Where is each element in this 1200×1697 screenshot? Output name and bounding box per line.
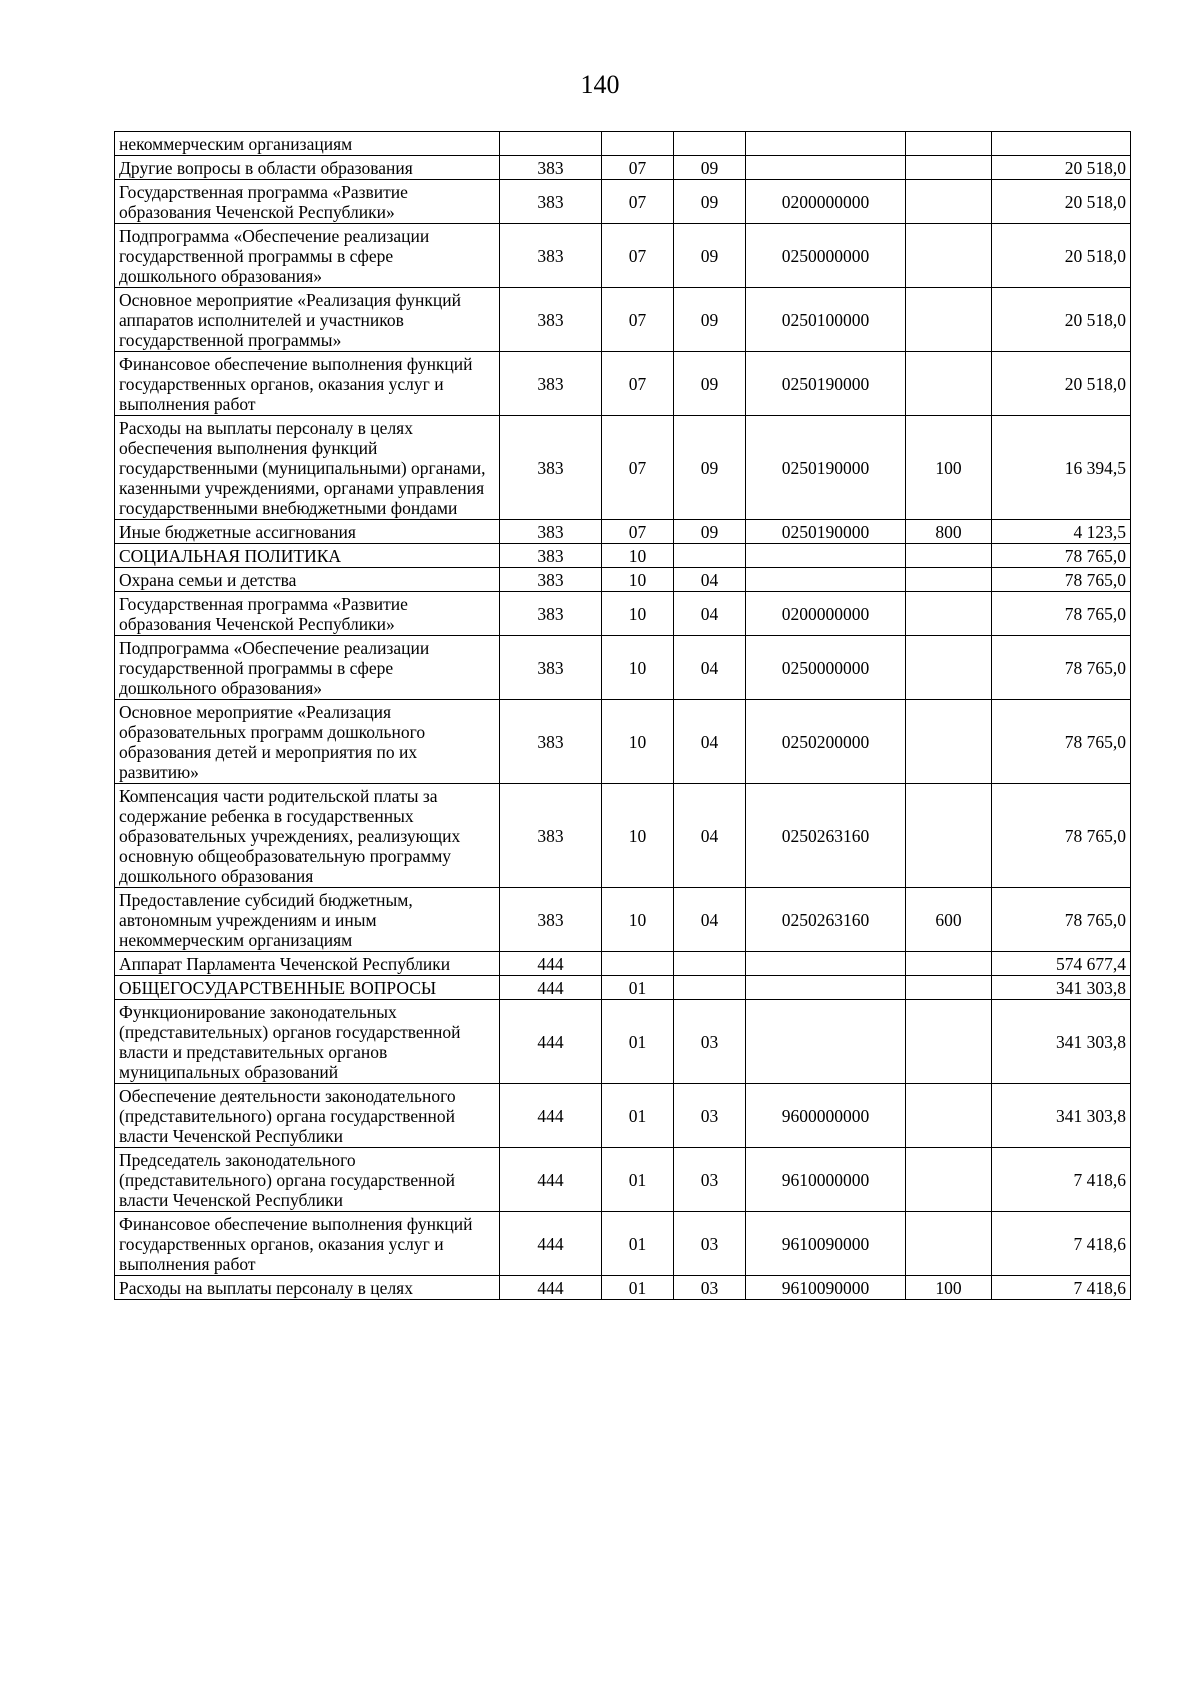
amount-cell: 20 518,0 <box>992 156 1131 180</box>
expense-type-cell: 800 <box>906 520 992 544</box>
subsection-code-cell: 03 <box>674 1212 746 1276</box>
section-code-cell: 10 <box>602 568 674 592</box>
subsection-code-cell: 09 <box>674 180 746 224</box>
amount-cell: 341 303,8 <box>992 976 1131 1000</box>
target-article-cell: 9610090000 <box>746 1212 906 1276</box>
amount-cell: 20 518,0 <box>992 288 1131 352</box>
section-code-cell: 07 <box>602 288 674 352</box>
section-code-cell: 07 <box>602 416 674 520</box>
table-row <box>115 1276 1131 1300</box>
amount-cell: 4 123,5 <box>992 520 1131 544</box>
subsection-code-cell: 03 <box>674 1276 746 1300</box>
item-name-cell: Финансовое обеспечение выполнения функций государственных органов, оказания услуг и выполнения работ <box>115 352 500 416</box>
target-article-cell: 0250263160 <box>746 888 906 952</box>
table-row <box>115 1148 1131 1212</box>
table-row <box>115 1000 1131 1084</box>
table-row <box>115 592 1131 636</box>
ved-code-cell: 444 <box>500 1276 602 1300</box>
target-article-cell <box>746 952 906 976</box>
ved-code-cell: 444 <box>500 1084 602 1148</box>
target-article-cell: 0200000000 <box>746 592 906 636</box>
subsection-code-cell: 03 <box>674 1148 746 1212</box>
table-row <box>115 952 1131 976</box>
subsection-code-cell: 03 <box>674 1084 746 1148</box>
section-code-cell: 07 <box>602 224 674 288</box>
target-article-cell <box>746 568 906 592</box>
expense-type-cell <box>906 784 992 888</box>
expense-type-cell: 600 <box>906 888 992 952</box>
expense-type-cell <box>906 1084 992 1148</box>
expense-type-cell <box>906 1148 992 1212</box>
table-row <box>115 568 1131 592</box>
page-number: 140 <box>580 70 620 99</box>
amount-cell: 574 677,4 <box>992 952 1131 976</box>
amount-cell: 78 765,0 <box>992 888 1131 952</box>
subsection-code-cell: 09 <box>674 288 746 352</box>
ved-code-cell: 383 <box>500 352 602 416</box>
ved-code-cell: 383 <box>500 784 602 888</box>
expense-type-cell <box>906 1212 992 1276</box>
target-article-cell: 0250263160 <box>746 784 906 888</box>
target-article-cell <box>746 1000 906 1084</box>
section-code-cell: 10 <box>602 592 674 636</box>
item-name-cell: Функционирование законодательных (представительных) органов государственной власти и представительных органов муниципальных образований <box>115 1000 500 1084</box>
ved-code-cell: 383 <box>500 520 602 544</box>
section-code-cell: 07 <box>602 520 674 544</box>
target-article-cell: 0250190000 <box>746 352 906 416</box>
expense-type-cell <box>906 952 992 976</box>
ved-code-cell: 383 <box>500 592 602 636</box>
section-code-cell: 10 <box>602 784 674 888</box>
item-name-cell: ОБЩЕГОСУДАРСТВЕННЫЕ ВОПРОСЫ <box>115 976 500 1000</box>
section-code-cell: 01 <box>602 1212 674 1276</box>
item-name-cell: Охрана семьи и детства <box>115 568 500 592</box>
table-row <box>115 132 1131 156</box>
amount-cell: 78 765,0 <box>992 636 1131 700</box>
amount-cell: 16 394,5 <box>992 416 1131 520</box>
item-name-cell: Государственная программа «Развитие образования Чеченской Республики» <box>115 180 500 224</box>
amount-cell: 341 303,8 <box>992 1084 1131 1148</box>
ved-code-cell: 444 <box>500 1148 602 1212</box>
expense-type-cell: 100 <box>906 1276 992 1300</box>
amount-cell: 78 765,0 <box>992 544 1131 568</box>
item-name-cell: Иные бюджетные ассигнования <box>115 520 500 544</box>
subsection-code-cell: 04 <box>674 568 746 592</box>
target-article-cell: 0250200000 <box>746 700 906 784</box>
section-code-cell: 07 <box>602 156 674 180</box>
section-code-cell <box>602 132 674 156</box>
section-code-cell: 10 <box>602 888 674 952</box>
item-name-cell: Председатель законодательного (представительного) органа государственной власти Чеченской Республики <box>115 1148 500 1212</box>
amount-cell: 78 765,0 <box>992 784 1131 888</box>
section-code-cell: 01 <box>602 1000 674 1084</box>
subsection-code-cell: 04 <box>674 636 746 700</box>
target-article-cell <box>746 156 906 180</box>
table-row <box>115 352 1131 416</box>
amount-cell: 20 518,0 <box>992 224 1131 288</box>
expense-type-cell <box>906 156 992 180</box>
subsection-code-cell: 09 <box>674 520 746 544</box>
ved-code-cell: 444 <box>500 1000 602 1084</box>
item-name-cell: Расходы на выплаты персоналу в целях <box>115 1276 500 1300</box>
ved-code-cell: 444 <box>500 1212 602 1276</box>
section-code-cell: 01 <box>602 976 674 1000</box>
ved-code-cell: 383 <box>500 568 602 592</box>
amount-cell: 78 765,0 <box>992 568 1131 592</box>
item-name-cell: СОЦИАЛЬНАЯ ПОЛИТИКА <box>115 544 500 568</box>
section-code-cell: 10 <box>602 700 674 784</box>
ved-code-cell: 383 <box>500 544 602 568</box>
item-name-cell: Основное мероприятие «Реализация функций аппаратов исполнителей и участников государственной программы» <box>115 288 500 352</box>
subsection-code-cell: 09 <box>674 416 746 520</box>
section-code-cell: 10 <box>602 544 674 568</box>
item-name-cell: Подпрограмма «Обеспечение реализации государственной программы в сфере дошкольного образования» <box>115 224 500 288</box>
table-row <box>115 888 1131 952</box>
expense-type-cell <box>906 568 992 592</box>
table-row <box>115 520 1131 544</box>
subsection-code-cell <box>674 132 746 156</box>
target-article-cell: 0250190000 <box>746 416 906 520</box>
expense-type-cell <box>906 1000 992 1084</box>
table-row <box>115 156 1131 180</box>
ved-code-cell: 383 <box>500 888 602 952</box>
subsection-code-cell: 04 <box>674 784 746 888</box>
section-code-cell: 01 <box>602 1148 674 1212</box>
target-article-cell: 0200000000 <box>746 180 906 224</box>
item-name-cell: Расходы на выплаты персоналу в целях обеспечения выполнения функций государственными (муниципальными) органами, казенными учреждениями, органами управления государственными внебюджетными фондами <box>115 416 500 520</box>
amount-cell: 341 303,8 <box>992 1000 1131 1084</box>
item-name-cell: Финансовое обеспечение выполнения функций государственных органов, оказания услуг и выполнения работ <box>115 1212 500 1276</box>
expense-type-cell <box>906 288 992 352</box>
expense-type-cell <box>906 352 992 416</box>
ved-code-cell: 383 <box>500 636 602 700</box>
item-name-cell: Аппарат Парламента Чеченской Республики <box>115 952 500 976</box>
table-row <box>115 784 1131 888</box>
section-code-cell: 10 <box>602 636 674 700</box>
section-code-cell: 01 <box>602 1084 674 1148</box>
ved-code-cell: 444 <box>500 952 602 976</box>
item-name-cell: Подпрограмма «Обеспечение реализации государственной программы в сфере дошкольного образования» <box>115 636 500 700</box>
amount-cell: 7 418,6 <box>992 1276 1131 1300</box>
item-name-cell: Обеспечение деятельности законодательного (представительного) органа государственной власти Чеченской Республики <box>115 1084 500 1148</box>
item-name-cell: Предоставление субсидий бюджетным, автономным учреждениям и иным некоммерческим организациям <box>115 888 500 952</box>
expense-type-cell <box>906 132 992 156</box>
subsection-code-cell <box>674 976 746 1000</box>
table-row <box>115 976 1131 1000</box>
item-name-cell: Другие вопросы в области образования <box>115 156 500 180</box>
expense-type-cell <box>906 224 992 288</box>
expense-type-cell: 100 <box>906 416 992 520</box>
section-code-cell: 01 <box>602 1276 674 1300</box>
ved-code-cell: 383 <box>500 700 602 784</box>
target-article-cell <box>746 544 906 568</box>
expense-type-cell <box>906 700 992 784</box>
table-row <box>115 288 1131 352</box>
target-article-cell: 9600000000 <box>746 1084 906 1148</box>
ved-code-cell: 383 <box>500 156 602 180</box>
subsection-code-cell: 04 <box>674 700 746 784</box>
amount-cell: 78 765,0 <box>992 592 1131 636</box>
item-name-cell: Основное мероприятие «Реализация образовательных программ дошкольного образования детей и мероприятия по их развитию» <box>115 700 500 784</box>
amount-cell: 20 518,0 <box>992 180 1131 224</box>
subsection-code-cell <box>674 544 746 568</box>
expense-type-cell <box>906 636 992 700</box>
table-row <box>115 1084 1131 1148</box>
ved-code-cell: 383 <box>500 180 602 224</box>
ved-code-cell: 383 <box>500 288 602 352</box>
table-row <box>115 416 1131 520</box>
ved-code-cell <box>500 132 602 156</box>
table-row <box>115 224 1131 288</box>
amount-cell: 7 418,6 <box>992 1148 1131 1212</box>
section-code-cell: 07 <box>602 180 674 224</box>
target-article-cell: 0250000000 <box>746 224 906 288</box>
ved-code-cell: 444 <box>500 976 602 1000</box>
ved-code-cell: 383 <box>500 416 602 520</box>
target-article-cell: 9610090000 <box>746 1276 906 1300</box>
section-code-cell <box>602 952 674 976</box>
budget-table <box>114 131 1131 1300</box>
subsection-code-cell: 09 <box>674 156 746 180</box>
expense-type-cell <box>906 544 992 568</box>
ved-code-cell: 383 <box>500 224 602 288</box>
expense-type-cell <box>906 592 992 636</box>
amount-cell <box>992 132 1131 156</box>
item-name-cell: Государственная программа «Развитие образования Чеченской Республики» <box>115 592 500 636</box>
section-code-cell: 07 <box>602 352 674 416</box>
table-row <box>115 700 1131 784</box>
table-row <box>115 1212 1131 1276</box>
target-article-cell <box>746 132 906 156</box>
amount-cell: 78 765,0 <box>992 700 1131 784</box>
subsection-code-cell: 04 <box>674 888 746 952</box>
table-row <box>115 544 1131 568</box>
item-name-cell: Компенсация части родительской платы за содержание ребенка в государственных образовательных учреждениях, реализующих основную общеобразовательную программу дошкольного образования <box>115 784 500 888</box>
table-row <box>115 636 1131 700</box>
expense-type-cell <box>906 180 992 224</box>
table-row <box>115 180 1131 224</box>
target-article-cell: 0250000000 <box>746 636 906 700</box>
expense-type-cell <box>906 976 992 1000</box>
target-article-cell: 9610000000 <box>746 1148 906 1212</box>
target-article-cell: 0250190000 <box>746 520 906 544</box>
subsection-code-cell: 09 <box>674 224 746 288</box>
target-article-cell <box>746 976 906 1000</box>
amount-cell: 7 418,6 <box>992 1212 1131 1276</box>
subsection-code-cell: 09 <box>674 352 746 416</box>
amount-cell: 20 518,0 <box>992 352 1131 416</box>
subsection-code-cell <box>674 952 746 976</box>
subsection-code-cell: 03 <box>674 1000 746 1084</box>
item-name-cell: некоммерческим организациям <box>115 132 500 156</box>
subsection-code-cell: 04 <box>674 592 746 636</box>
target-article-cell: 0250100000 <box>746 288 906 352</box>
